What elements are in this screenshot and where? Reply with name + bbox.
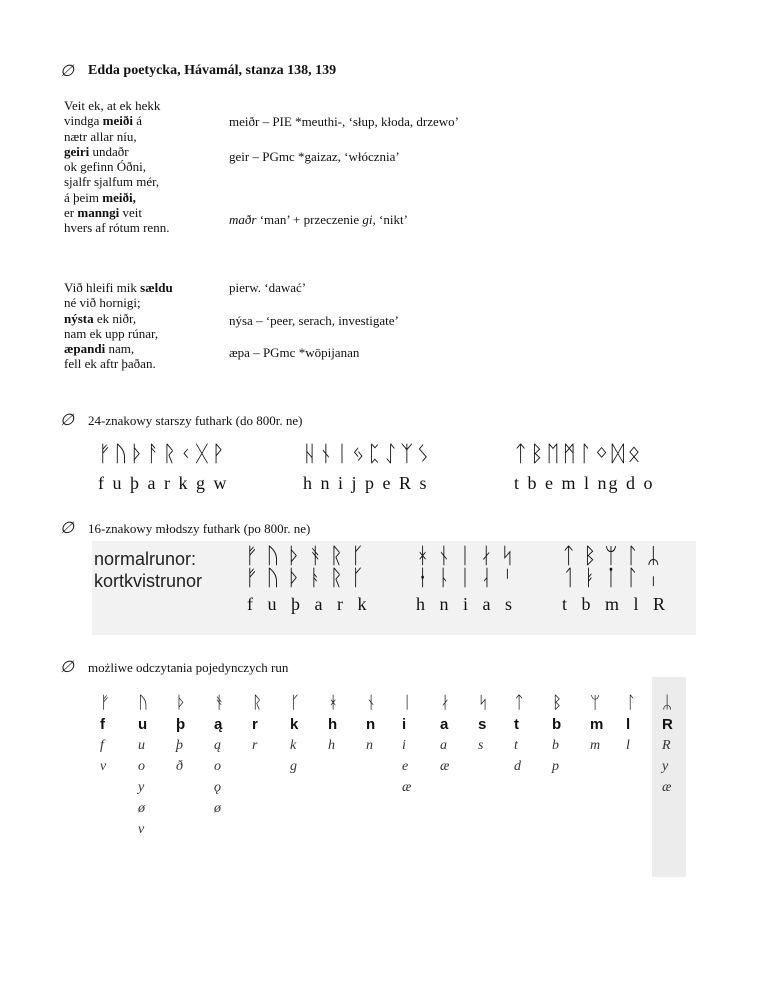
younger-latin-2: h n i a s <box>416 594 517 614</box>
gloss-geir: geir – PGmc *gaizaz, ‘włócznia’ <box>229 149 400 164</box>
rune-reading: f <box>100 738 104 753</box>
bullet-icon: ∅ <box>60 412 74 429</box>
reading-column <box>214 693 244 819</box>
rune-glyph: ᚢ <box>138 693 149 713</box>
stanza-line: nam ek upp rúnar, <box>64 325 159 341</box>
stanza-line: hvers af rótum renn. <box>64 220 170 236</box>
gloss-manngi: maðr ‘man’ + przeczenie gi, ‘nikt’ <box>229 212 408 227</box>
gloss-aepandi: æpa – PGmc *wōpijanan <box>229 345 360 360</box>
rune-reading: v <box>138 822 145 837</box>
bullet-icon: ∅ <box>60 520 74 537</box>
section-title-edda: Edda poetycka, Hávamál, stanza 138, 139 <box>88 63 337 78</box>
reading-column <box>328 693 358 756</box>
stanza-line: er manngi veit <box>64 205 143 221</box>
elder-futhark-latin-1: f u þ a r k g w <box>98 473 229 493</box>
younger-short-runes-1: ᚠᚢᚦᚭᚱᚴ <box>245 566 373 591</box>
rune-glyph: ᛒ <box>552 693 563 713</box>
rune-reading: m <box>590 738 601 753</box>
rune-reading: i <box>402 738 406 753</box>
rune-reading: u <box>138 738 145 753</box>
bullet-icon: ∅ <box>60 659 74 676</box>
rune-reading: b <box>552 738 559 753</box>
rune-reading: R <box>662 738 671 753</box>
stanza-line: Við hleifi mik sældu <box>64 280 173 295</box>
rune-glyph: ᛋ <box>478 693 489 713</box>
rune-reading: g <box>290 759 297 774</box>
younger-short-runes-3: ᛐᛓᛙᛚᛧ <box>562 566 669 591</box>
rune-primary-value: k <box>290 716 299 733</box>
elder-futhark-latin-3: t b e m l ng d o <box>514 473 655 493</box>
rune-reading: o <box>214 759 221 774</box>
rune-glyph: ᛘ <box>590 693 601 713</box>
stanza-line: nýsta ek niðr, <box>64 310 137 326</box>
elder-futhark-latin-2: h n i j p e R s <box>303 473 429 493</box>
rune-glyph: ᚾ <box>366 693 377 713</box>
elder-futhark-runes-3: ᛏᛒᛖᛗᛚᛜᛞᛟ <box>514 442 644 467</box>
rune-reading: l <box>626 738 630 753</box>
label-normalrunor: normalrunor: <box>94 549 197 569</box>
rune-primary-value: R <box>662 716 673 733</box>
stanza-line: æpandi nam, <box>64 341 135 357</box>
stanza-line: ok gefinn Óðni, <box>64 159 146 175</box>
rune-reading: s <box>478 738 484 753</box>
reading-column <box>252 693 282 756</box>
rune-primary-value: f <box>100 716 105 733</box>
rune-reading: y <box>138 780 145 795</box>
rune-glyph: ᛦ <box>662 693 673 713</box>
label-kortkvistrunor: kortkvistrunor <box>94 571 203 591</box>
rune-primary-value: n <box>366 716 376 733</box>
rune-reading: ð <box>176 759 183 774</box>
rune-reading: æ <box>662 780 672 795</box>
rune-reading: æ <box>440 759 450 774</box>
section-title-younger-futhark: 16-znakowy młodszy futhark (po 800r. ne) <box>88 521 311 536</box>
rune-reading: k <box>290 738 297 753</box>
gloss-meidr: meiðr – PIE *meuthi-, ‘słup, kłoda, drzewo’ <box>229 114 459 129</box>
younger-normal-runes-3: ᛏᛒᛘᛚᛦ <box>562 544 669 569</box>
rune-glyph: ᚠ <box>100 693 111 713</box>
rune-primary-value: ą <box>214 716 223 733</box>
rune-reading: a <box>440 738 447 753</box>
rune-glyph: ᛅ <box>440 693 451 713</box>
rune-reading: y <box>662 759 669 774</box>
rune-primary-value: h <box>328 716 338 733</box>
reading-column <box>176 693 206 777</box>
rune-reading: þ <box>176 738 183 753</box>
rune-primary-value: s <box>478 716 487 733</box>
rune-reading: h <box>328 738 335 753</box>
rune-glyph: ᛁ <box>402 693 413 713</box>
younger-latin-3: t b m l R <box>562 594 671 614</box>
rune-glyph: ᛚ <box>626 693 637 713</box>
reading-column <box>402 693 432 798</box>
rune-primary-value: a <box>440 716 449 733</box>
section-title-elder-futhark: 24-znakowy starszy futhark (do 800r. ne) <box>88 413 303 428</box>
stanza-line: Veit ek, at ek hekk <box>64 98 161 113</box>
reading-column <box>366 693 396 756</box>
rune-primary-value: u <box>138 716 148 733</box>
stanza-line: né við hornigi; <box>64 295 141 311</box>
stanza-line: á þeim meiði, <box>64 189 136 205</box>
rune-primary-value: þ <box>176 716 186 733</box>
rune-primary-value: r <box>252 716 258 733</box>
reading-column <box>626 693 656 756</box>
reading-column <box>138 693 168 840</box>
reading-column <box>100 693 130 777</box>
younger-normal-runes-1: ᚠᚢᚦᚬᚱᚴ <box>245 544 373 569</box>
reading-column <box>662 693 692 798</box>
stanza-line: fell ek aftr þaðan. <box>64 356 156 372</box>
rune-glyph: ᚦ <box>176 693 187 713</box>
rune-reading: d <box>514 759 521 774</box>
rune-primary-value: m <box>590 716 604 733</box>
rune-primary-value: l <box>626 716 631 733</box>
rune-glyph: ᚱ <box>252 693 263 713</box>
stanza-line: sjalfr sjalfum mér, <box>64 174 160 190</box>
rune-reading: p <box>552 759 559 774</box>
younger-latin-1: f u þ a r k <box>247 594 372 614</box>
stanza-line: geiri undaðr <box>64 143 129 159</box>
rune-reading: e <box>402 759 409 774</box>
reading-column <box>478 693 508 756</box>
rune-glyph: ᚴ <box>290 693 301 713</box>
rune-reading: æ <box>402 780 412 795</box>
reading-column <box>440 693 470 777</box>
elder-futhark-runes-1: ᚠᚢᚦᚨᚱᚲᚷᚹ <box>98 442 228 467</box>
gloss-nysta: nýsa – ‘peer, serach, investigate’ <box>229 313 399 328</box>
rune-glyph: ᛏ <box>514 693 525 713</box>
rune-reading: t <box>514 738 518 753</box>
section-title-readings: możliwe odczytania pojedynczych run <box>88 660 289 675</box>
reading-column <box>552 693 582 777</box>
reading-column <box>290 693 320 777</box>
rune-reading: ø <box>138 801 145 816</box>
rune-primary-value: t <box>514 716 519 733</box>
rune-primary-value: i <box>402 716 407 733</box>
gloss-saeldu: pierw. ‘dawać’ <box>229 280 307 295</box>
stanza-line: vindga meiði á <box>64 113 142 129</box>
rune-glyph: ᚼ <box>328 693 339 713</box>
rune-reading: v <box>100 759 107 774</box>
younger-normal-runes-2: ᚼᚾᛁᛅᛋ <box>416 544 523 569</box>
elder-futhark-runes-2: ᚺᚾᛁᛃᛈᛇᛉᛊ <box>303 442 433 467</box>
rune-reading: r <box>252 738 258 753</box>
reading-column <box>590 693 620 756</box>
stanza-line: nætr allar níu, <box>64 128 137 144</box>
rune-reading: o <box>138 759 145 774</box>
rune-reading: n <box>366 738 373 753</box>
reading-column <box>514 693 544 777</box>
rune-reading: ø <box>214 801 221 816</box>
rune-reading: ǫ <box>214 780 221 795</box>
rune-reading: ą <box>214 738 221 753</box>
bullet-icon: ∅ <box>60 63 74 80</box>
rune-glyph: ᚬ <box>214 693 225 713</box>
rune-primary-value: b <box>552 716 562 733</box>
younger-short-runes-2: ᚽᚿᛁᛆᛌ <box>416 566 523 591</box>
